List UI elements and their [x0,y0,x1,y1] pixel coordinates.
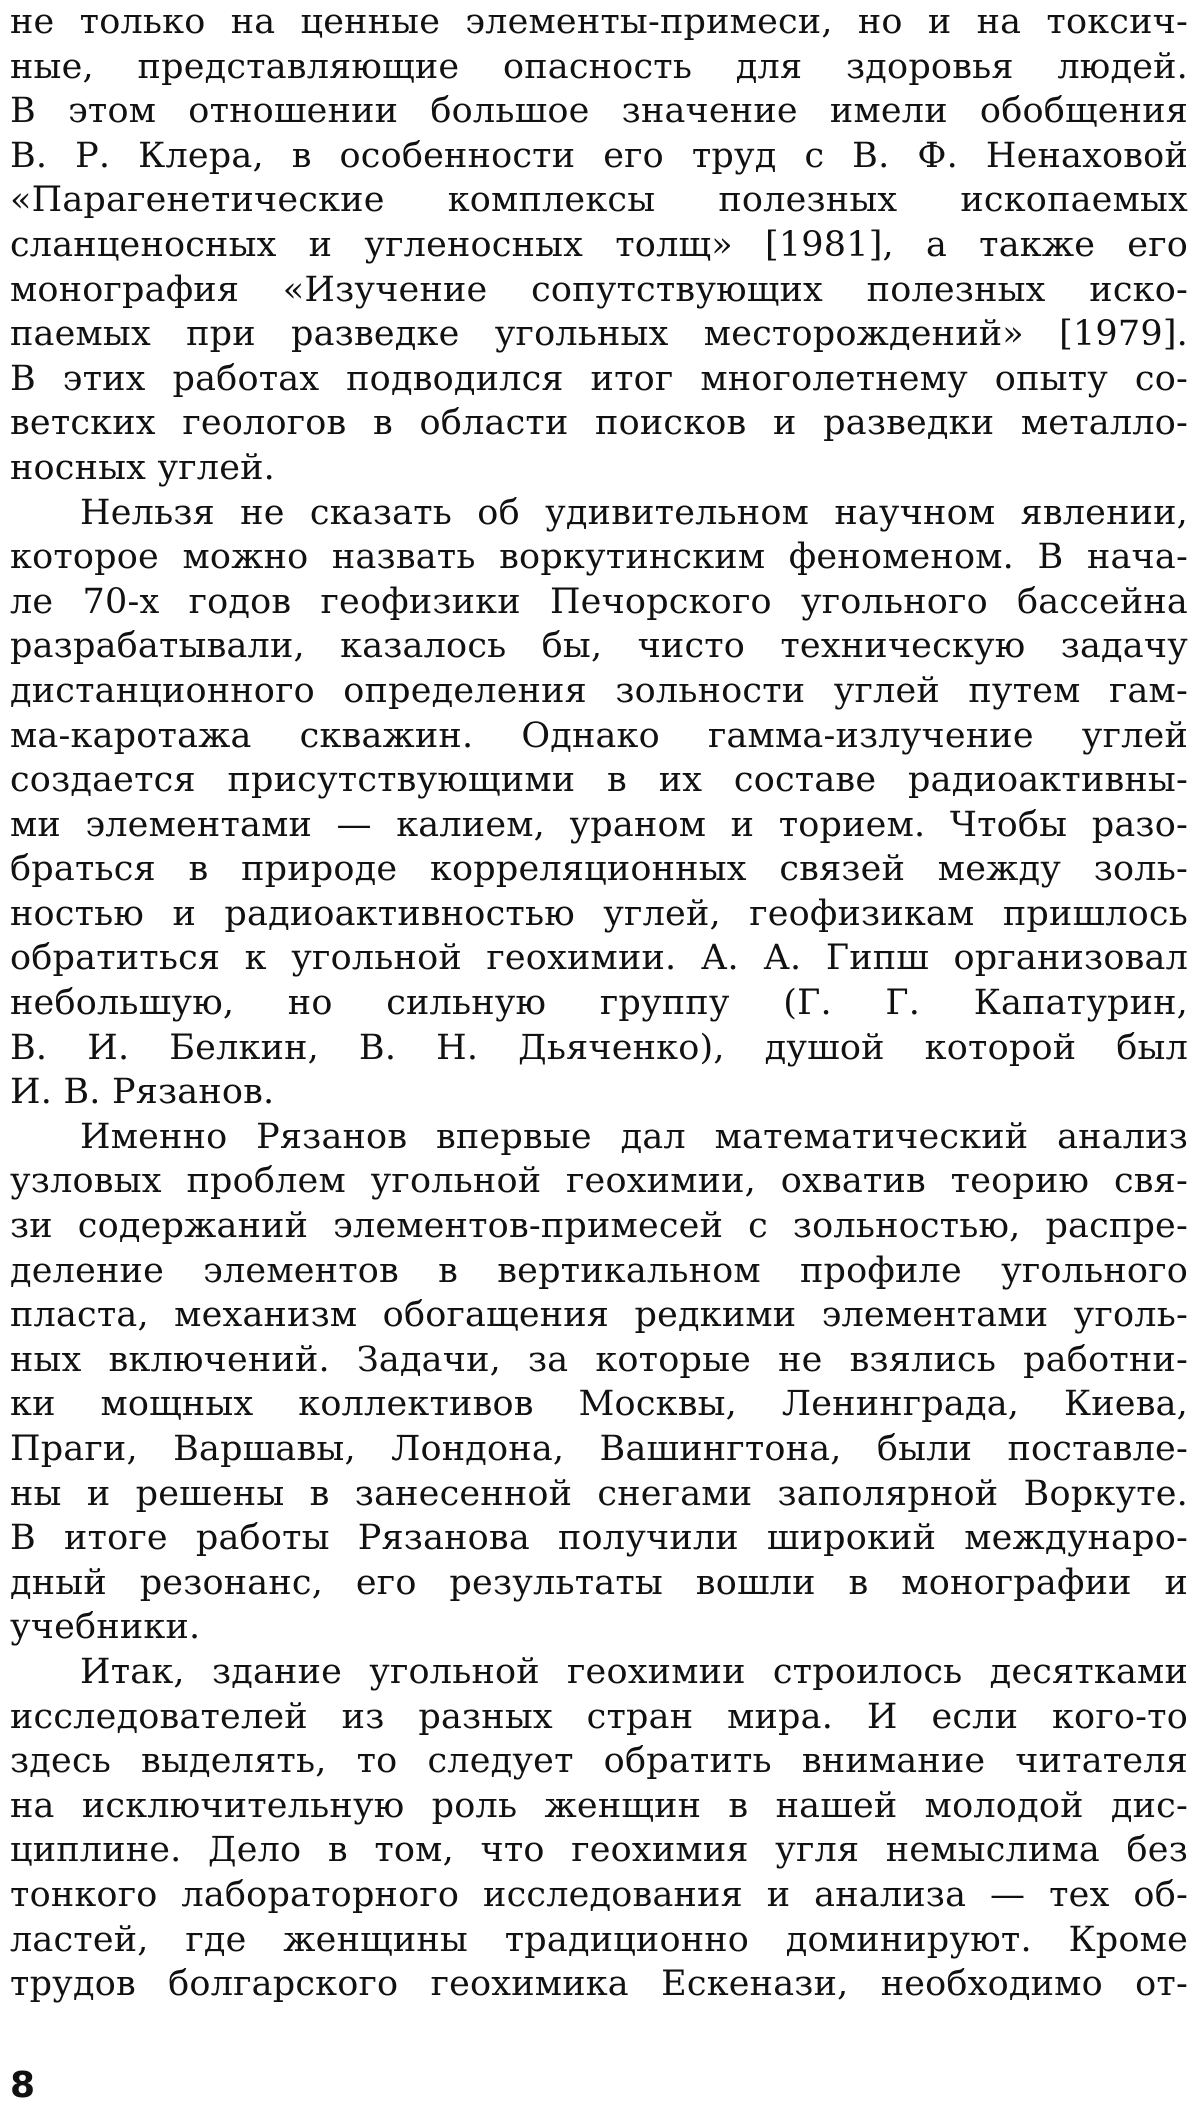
text-line: В итоге работы Рязанова получили широкий междунаро- [10,1518,1188,1559]
text-line: тонкого лабораторного исследования и анализа — тех об- [10,1874,1188,1915]
text-line: трудов болгарского геохимика Ескенази, необходимо от- [10,1964,1188,2005]
text-line: ле 70-х годов геофизики Печорского угольного бассейна [10,581,1188,622]
text-line: паемых при разведке угольных месторождений» [1979]. [10,314,1188,355]
text-line: ностью и радиоактивностью углей, геофизикам пришлось [10,893,1188,934]
text-line: ных включений. Задачи, за которые не взялись работни- [10,1339,1188,1380]
text-line: монография «Изучение сопутствующих полезных иско- [10,269,1188,310]
text-line: ми элементами — калием, ураном и торием. Чтобы разо- [10,804,1188,845]
text-line: Нельзя не сказать об удивительном научном явлении, [80,492,1188,533]
text-line: не только на ценные элементы-примеси, но и на токсич- [10,2,1188,42]
text-line: узловых проблем угольной геохимии, охватив теорию свя- [10,1161,1188,1202]
text-line: Итак, здание угольной геохимии строилось десятками [80,1651,1188,1692]
text-line: И. В. Рязанов. [10,1072,275,1113]
text-line: ветских геологов в области поисков и разведки металло- [10,403,1188,444]
text-line: учебники. [10,1607,201,1648]
text-line: В этих работах подводился итог многолетнему опыту со- [10,358,1188,399]
text-line: В этом отношении большое значение имели обобщения [10,91,1188,132]
text-line: циплине. Дело в том, что геохимия угля немыслима без [10,1830,1188,1871]
text-line: исследователей из разных стран мира. И если кого-то [10,1696,1188,1737]
text-line: сланценосных и угленосных толщ» [1981], а также его [10,224,1188,265]
text-line: зи содержаний элементов-примесей с зольностью, распре- [10,1206,1188,1247]
paragraph [10,1115,1188,1650]
paragraph [10,0,1188,491]
text-line: ны и решены в занесенной снегами заполярной Воркуте. [10,1473,1188,1514]
text-line: дистанционного определения зольности углей путем гам- [10,670,1188,711]
text-line: небольшую, но сильную группу (Г. Г. Капатурин, [10,983,1188,1024]
text-line: ластей, где женщины традиционно доминируют. Кроме [10,1919,1188,1960]
text-line: на исключительную роль женщин в нашей молодой дис- [10,1785,1188,1826]
text-line: браться в природе корреляционных связей между золь- [10,849,1188,890]
text-line: обратиться к угольной геохимии. А. А. Гипш организовал [10,938,1188,979]
text-line: ма-каротажа скважин. Однако гамма-излучение углей [10,715,1188,756]
text-line: разрабатывали, казалось бы, чисто техническую задачу [10,626,1188,667]
text-line: носных углей. [10,447,275,488]
text-line: пласта, механизм обогащения редкими элементами уголь- [10,1295,1188,1336]
text-line: здесь выделять, то следует обратить внимание читателя [10,1741,1188,1782]
paragraph [10,491,1188,1115]
text-line: ки мощных коллективов Москвы, Ленинграда, Киева, [10,1384,1188,1425]
text-line: дный резонанс, его результаты вошли в монографии и [10,1562,1188,1603]
document-page [10,0,1190,2124]
text-line: В. И. Белкин, В. Н. Дьяченко), душой которой был [10,1027,1188,1068]
text-line: деление элементов в вертикальном профиле угольного [10,1250,1188,1291]
page-number: 8 [10,2065,36,2106]
paragraph [10,1650,1188,2007]
text-line: В. Р. Клера, в особенности его труд с В. Ф. Ненаховой [10,135,1188,176]
body-text [10,0,1188,2007]
text-line: Именно Рязанов впервые дал математический анализ [80,1116,1188,1157]
text-line: «Парагенетические комплексы полезных ископаемых [10,180,1188,221]
text-line: создается присутствующими в их составе радиоактивны- [10,760,1188,801]
text-line: ные, представляющие опасность для здоровья людей. [10,46,1188,87]
text-line: которое можно назвать воркутинским феноменом. В нача- [10,537,1188,578]
text-line: Праги, Варшавы, Лондона, Вашингтона, были поставле- [10,1429,1188,1469]
